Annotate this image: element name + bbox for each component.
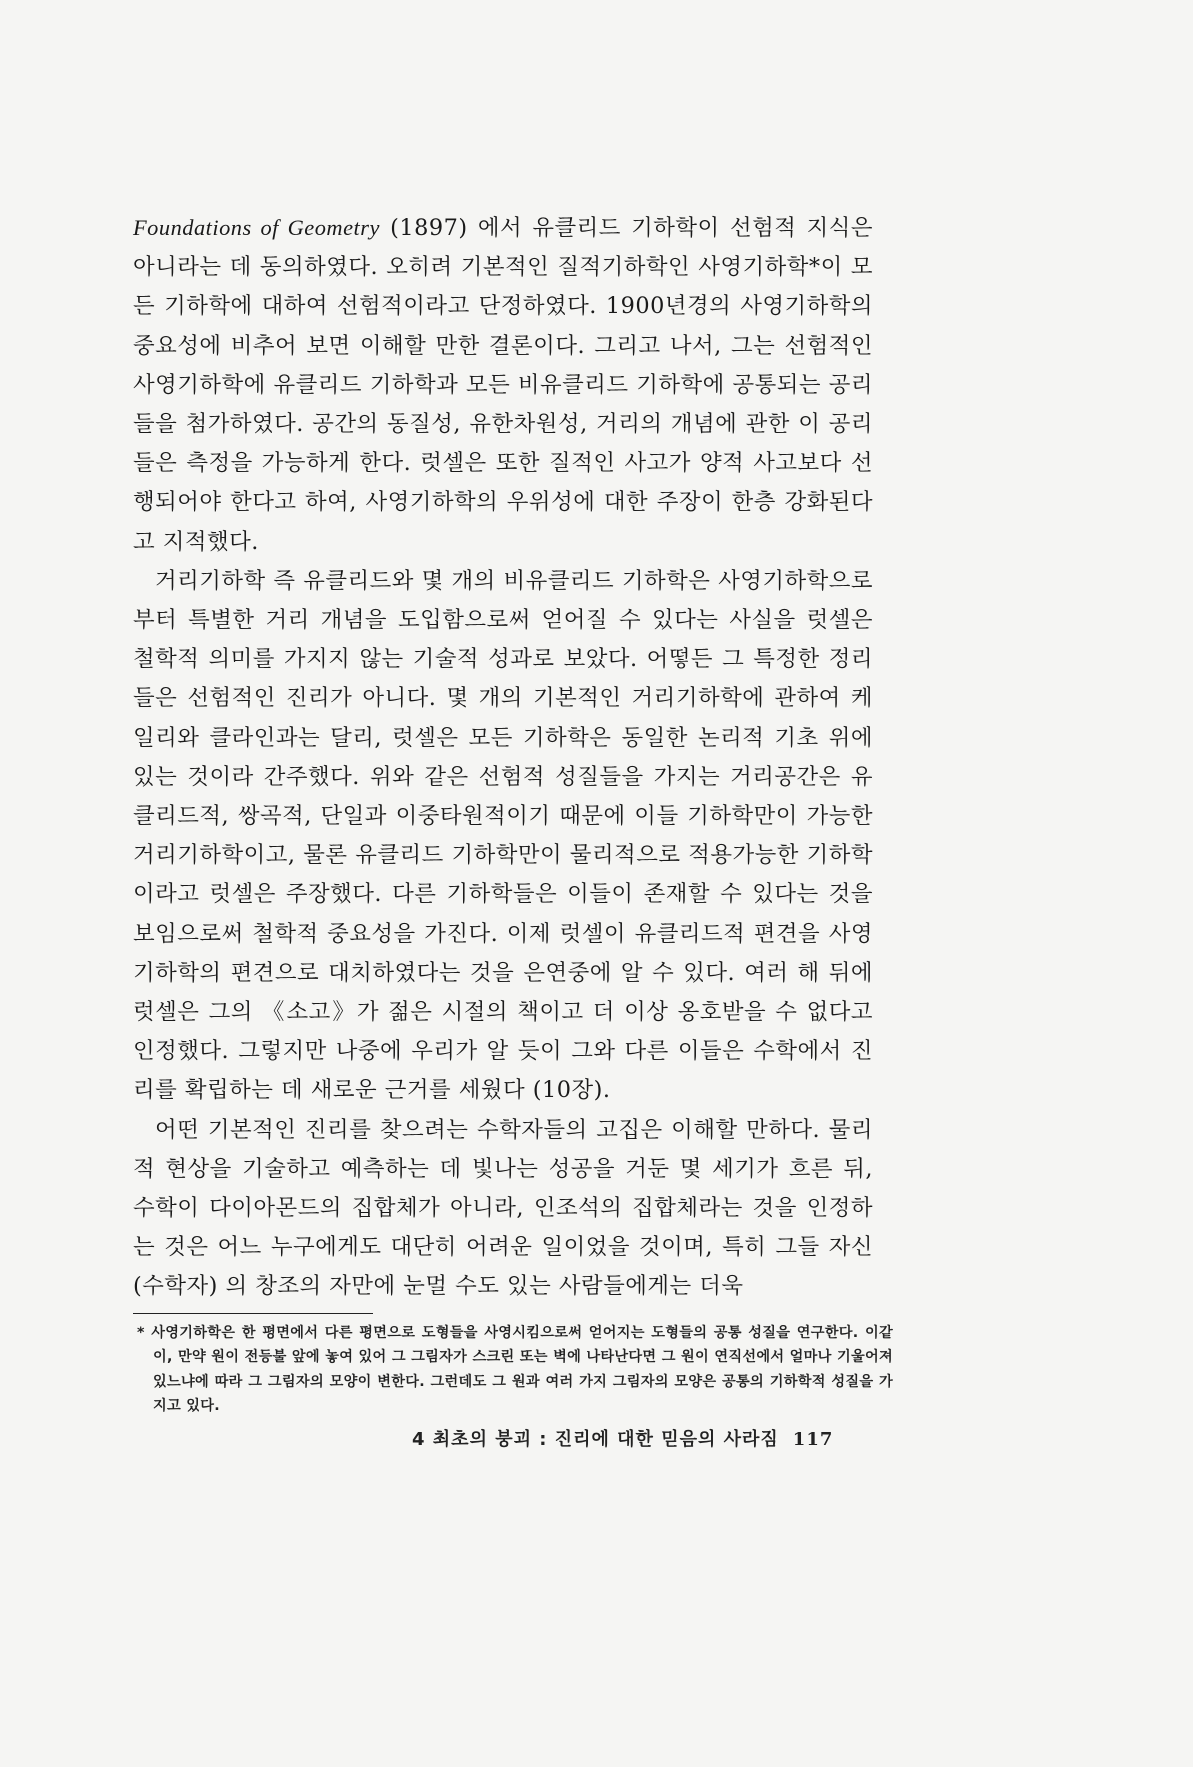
footnote: * 사영기하학은 한 평면에서 다른 평면으로 도형들을 사영시킴으로써 얻어지는 도형들의 공통 성질을 연구한다. 이같이, 만약 원이 전등불 앞에 놓여 있어 그 그림자가 스크린 또는 벽에 나타난다면 그 원이 연직선에서 얼마나 기울어져 있느냐에 따라 그 그림자의 모양이 변한다. 그런데도 그 원과 여러 가지 그림자의 모양은 공통의 기하학적 성질을 가지고 있다. (137, 1325, 893, 1415)
running-head: 4 최초의 붕괴 : 진리에 대한 믿음의 사라짐 (412, 1429, 779, 1450)
page-number: 117 (792, 1429, 834, 1450)
main-text-block (133, 208, 873, 1307)
page-footer (412, 1425, 872, 1451)
paragraph-2: 거리기하학 즉 유클리드와 몇 개의 비유클리드 기하학은 사영기하학으로부터 특별한 거리 개념을 도입함으로써 얻어질 수 있다는 사실을 럿셀은 철학적 의미를 가지지 않는 기술적 성과로 보았다. 어떻든 그 특정한 정리들은 선험적인 진리가 아니다. 몇 개의 기본적인 거리기하학에 관하여 케일리와 클라인과는 달리, 럿셀은 모든 기하학은 동일한 논리적 기초 위에 있는 것이라 간주했다. 위와 같은 선험적 성질들을 가지는 거리공간은 유클리드적, 쌍곡적, 단일과 이중타원적이기 때문에 이들 기하학만이 가능한 거리기하학이고, 물론 유클리드 기하학만이 물리적으로 적용가능한 기하학이라고 럿셀은 주장했다. 다른 기하학들은 이들이 존재할 수 있다는 것을 보임으로써 철학적 중요성을 가진다. 이제 럿셀이 유클리드적 편견을 사영기하학의 편견으로 대치하였다는 것을 은연중에 알 수 있다. 여러 해 뒤에 럿셀은 그의 《소고》가 젊은 시절의 책이고 더 이상 옹호받을 수 없다고 인정했다. 그렇지만 나중에 우리가 알 듯이 그와 다른 이들은 수학에서 진리를 확립하는 데 새로운 근거를 세웠다 (10장). (133, 567, 873, 1104)
paragraph-3: 어떤 기본적인 진리를 찾으려는 수학자들의 고집은 이해할 만하다. 물리적 현상을 기술하고 예측하는 데 빛나는 성공을 거둔 몇 세기가 흐른 뒤, 수학이 다이아몬드의 집합체가 아니라, 인조석의 집합체라는 것을 인정하는 것은 어느 누구에게도 대단히 어려운 일이었을 것이며, 특히 그들 자신 (수학자) 의 창조의 자만에 눈멀 수도 있는 사람들에게는 더욱 (133, 1116, 873, 1300)
paragraph-1-text: (1897) 에서 유클리드 기하학이 선험적 지식은 아니라는 데 동의하였다. 오히려 기본적인 질적기하학인 사영기하학*이 모든 기하학에 대하여 선험적이라고 단정하였다. 1900년경의 사영기하학의 중요성에 비추어 보면 이해할 만한 결론이다. 그리고 나서, 그는 선험적인 사영기하학에 유클리드 기하학과 모든 비유클리드 기하학에 공통되는 공리들을 첨가하였다. 공간의 동질성, 유한차원성, 거리의 개념에 관한 이 공리들은 측정을 가능하게 한다. 럿셀은 또한 질적인 사고가 양적 사고보다 선행되어야 한다고 하여, 사영기하학의 우위성에 대한 주장이 한층 강화된다고 지적했다. (133, 215, 873, 555)
footnote-divider (133, 1313, 373, 1314)
book-title: Foundations of Geometry (133, 215, 380, 240)
paragraph-1 (133, 208, 873, 562)
